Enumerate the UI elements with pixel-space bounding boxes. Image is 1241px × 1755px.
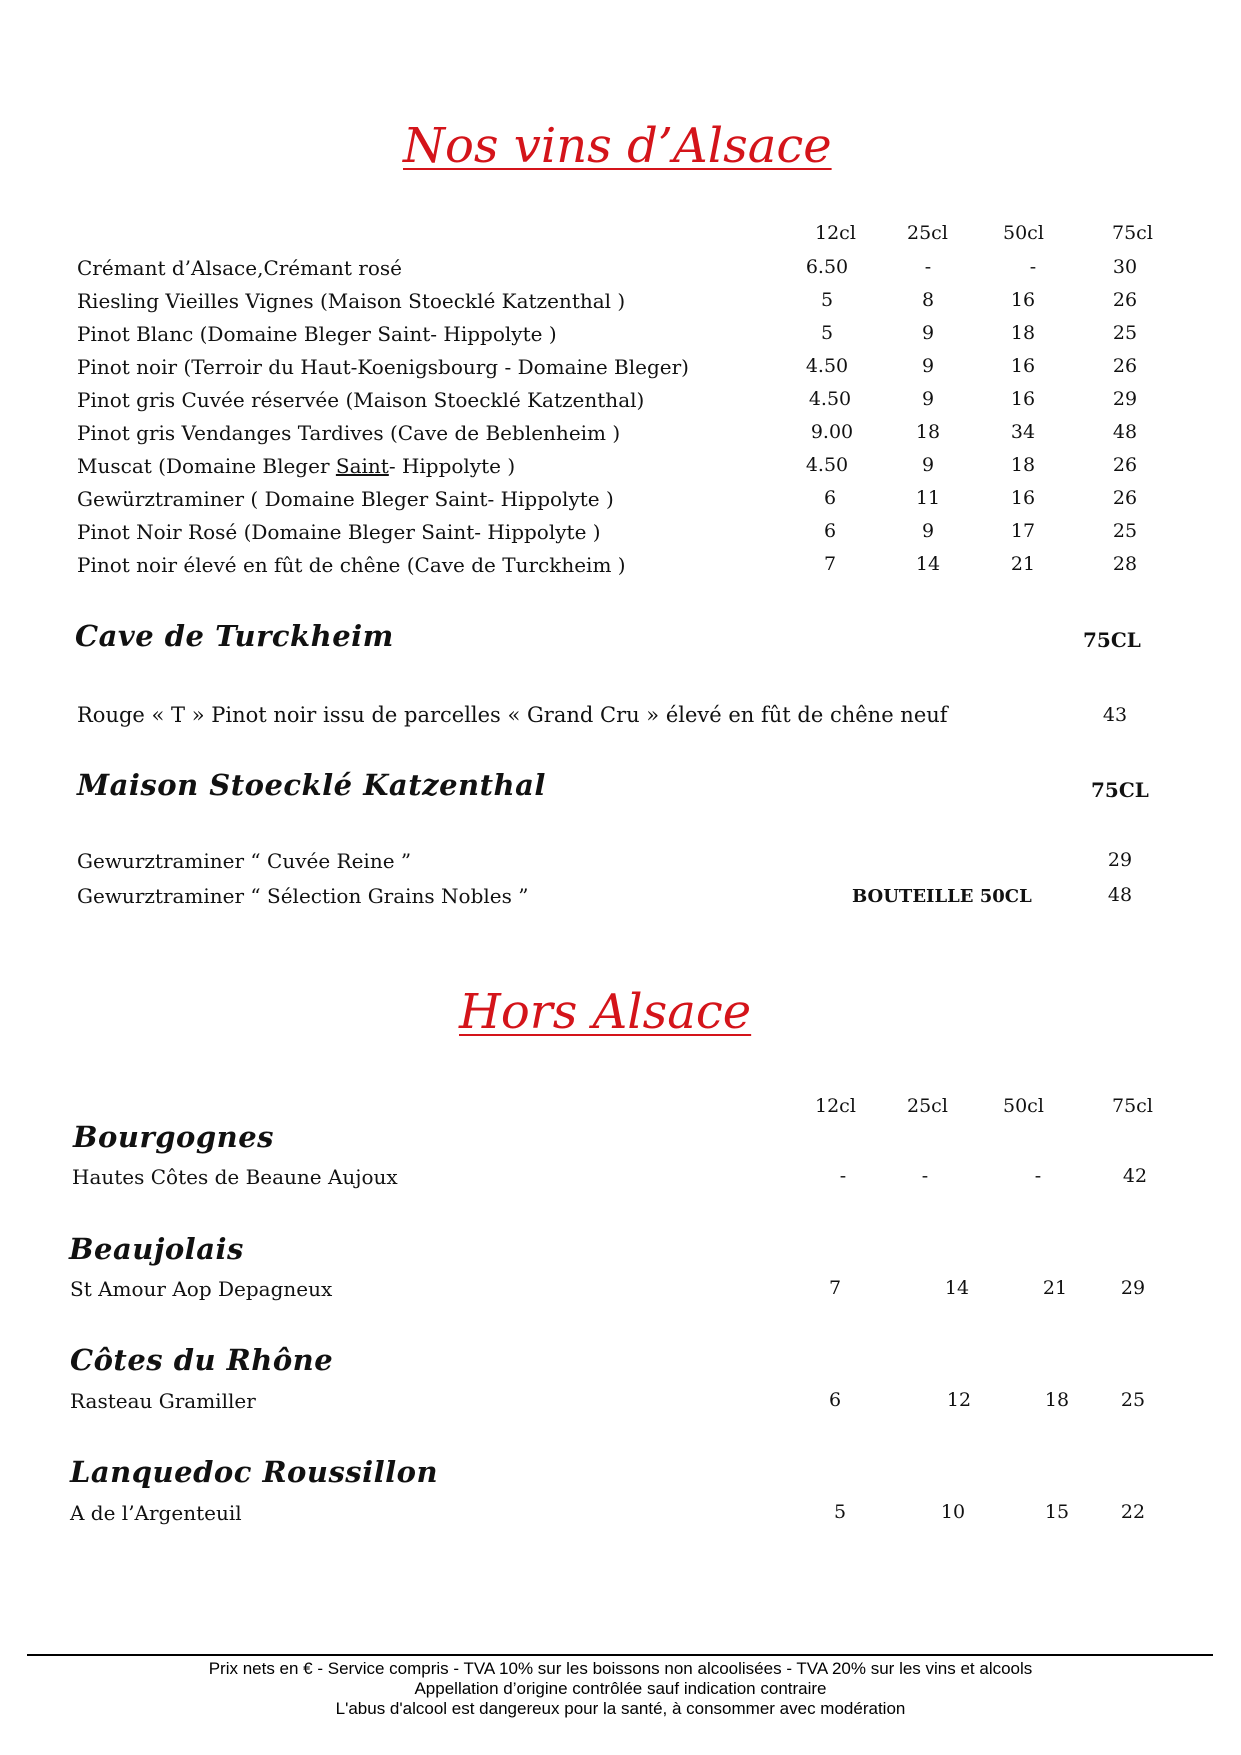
price-25cl: 10: [940, 1501, 966, 1523]
footer-line-warning: L'abus d'alcool est dangereux pour la santé, à consommer avec modération: [335, 1699, 906, 1718]
price-50cl: 48: [1107, 884, 1133, 906]
price-50cl: 21: [1010, 553, 1036, 575]
price-75cl: 30: [1112, 256, 1138, 278]
price-25cl: 9: [921, 355, 935, 377]
price-12cl: 5: [833, 1501, 847, 1523]
price-50cl: 16: [1010, 289, 1036, 311]
price-25cl: -: [921, 1165, 929, 1187]
price-50cl: 16: [1010, 487, 1036, 509]
region-title: Côtes du Rhône: [70, 1343, 334, 1377]
price-12cl: 5: [820, 289, 834, 311]
bottle-note: BOUTEILLE 50CL: [852, 886, 1032, 907]
col-header-25cl: 25cl: [907, 1095, 948, 1117]
price-75cl: 29: [1112, 388, 1138, 410]
price-50cl: -: [1034, 1165, 1042, 1187]
region-title: Beaujolais: [69, 1232, 244, 1266]
price-25cl: 9: [921, 454, 935, 476]
price-75cl: 22: [1120, 1501, 1146, 1523]
price-75cl: 29: [1107, 849, 1133, 871]
price-50cl: 17: [1010, 520, 1036, 542]
price-12cl: 6.50: [805, 256, 849, 278]
price-75cl: 26: [1112, 454, 1138, 476]
price-12cl: 4.50: [805, 355, 849, 377]
price-75cl: 25: [1112, 520, 1138, 542]
price-50cl: 21: [1042, 1277, 1068, 1299]
price-75cl: 42: [1122, 1165, 1148, 1187]
wine-name: Rouge « T » Pinot noir issu de parcelles « Grand Cru » élevé en fût de chêne neuf: [77, 703, 948, 727]
section-title-hors-alsace: Hors Alsace: [459, 984, 752, 1040]
price-50cl: 18: [1010, 322, 1036, 344]
price-50cl: 18: [1010, 454, 1036, 476]
wine-name: Crémant d’Alsace,Crémant rosé: [77, 256, 403, 280]
price-50cl: -: [1029, 256, 1037, 278]
price-75cl: 43: [1102, 704, 1128, 726]
price-25cl: 11: [915, 487, 941, 509]
price-25cl: 14: [915, 553, 941, 575]
col-header-25cl: 25cl: [907, 222, 948, 244]
price-75cl: 26: [1112, 487, 1138, 509]
wine-name: Gewurztraminer “ Cuvée Reine ”: [77, 849, 412, 873]
col-header-50cl: 50cl: [1003, 1095, 1044, 1117]
wine-name: Pinot noir élevé en fût de chêne (Cave de Turckheim ): [77, 553, 626, 577]
price-12cl: 5: [820, 322, 834, 344]
wine-name: A de l’Argenteuil: [70, 1501, 242, 1525]
wine-name: Pinot gris Vendanges Tardives (Cave de Beblenheim ): [77, 421, 621, 445]
price-12cl: 9.00: [810, 421, 854, 443]
footer-divider: [27, 1654, 1213, 1656]
price-12cl: 6: [828, 1389, 842, 1411]
col-header-12cl: 12cl: [815, 222, 856, 244]
price-50cl: 16: [1010, 388, 1036, 410]
price-75cl: 25: [1120, 1389, 1146, 1411]
col-header-50cl: 50cl: [1003, 222, 1044, 244]
wine-name: Pinot gris Cuvée réservée (Maison Stoecklé Katzenthal): [77, 388, 645, 412]
section-title-turckheim: Cave de Turckheim: [75, 619, 394, 653]
price-12cl: 7: [823, 553, 837, 575]
price-25cl: 18: [915, 421, 941, 443]
price-75cl: 25: [1112, 322, 1138, 344]
price-75cl: 29: [1120, 1277, 1146, 1299]
price-12cl: 7: [828, 1277, 842, 1299]
price-25cl: -: [924, 256, 932, 278]
price-50cl: 15: [1044, 1501, 1070, 1523]
col-header-75cl: 75cl: [1112, 222, 1153, 244]
price-75cl: 28: [1112, 553, 1138, 575]
wine-name: Gewürztraminer ( Domaine Bleger Saint- Hippolyte ): [77, 487, 614, 511]
price-12cl: 6: [823, 487, 837, 509]
price-50cl: 34: [1010, 421, 1036, 443]
section-title-stoeckle: Maison Stoecklé Katzenthal: [77, 768, 546, 802]
wine-name: Pinot Noir Rosé (Domaine Bleger Saint- Hippolyte ): [77, 520, 601, 544]
price-12cl: 6: [823, 520, 837, 542]
price-12cl: 4.50: [805, 454, 849, 476]
bottle-size-label: 75CL: [1083, 628, 1141, 652]
price-75cl: 26: [1112, 289, 1138, 311]
wine-name: St Amour Aop Depagneux: [70, 1277, 333, 1301]
price-25cl: 9: [921, 388, 935, 410]
wine-name: Rasteau Gramiller: [70, 1389, 256, 1413]
page-title: Nos vins d’Alsace: [403, 118, 832, 174]
col-header-12cl: 12cl: [815, 1095, 856, 1117]
underlined-word: Saint: [335, 454, 389, 478]
price-75cl: 48: [1112, 421, 1138, 443]
region-title: Lanquedoc Roussillon: [70, 1455, 439, 1489]
price-50cl: 18: [1044, 1389, 1070, 1411]
wine-name: Pinot noir (Terroir du Haut-Koenigsbourg - Domaine Bleger): [77, 355, 689, 379]
price-25cl: 8: [921, 289, 935, 311]
price-12cl: 4.50: [808, 388, 852, 410]
price-75cl: 26: [1112, 355, 1138, 377]
footer-line-prices: Prix nets en € - Service compris - TVA 10% sur les boissons non alcoolisées - TVA 20% sur les vins et alcools: [208, 1659, 1033, 1678]
footer-line-appellation: Appellation d’origine contrôlée sauf indication contraire: [414, 1679, 827, 1698]
col-header-75cl: 75cl: [1112, 1095, 1153, 1117]
price-25cl: 14: [944, 1277, 970, 1299]
price-50cl: 16: [1010, 355, 1036, 377]
wine-name: Muscat (Domaine Bleger Saint- Hippolyte ): [77, 454, 516, 478]
bottle-size-label: 75CL: [1091, 778, 1149, 802]
wine-name: Riesling Vieilles Vignes (Maison Stoecklé Katzenthal ): [77, 289, 626, 313]
price-25cl: 9: [921, 322, 935, 344]
price-12cl: -: [839, 1165, 847, 1187]
region-title: Bourgognes: [73, 1120, 274, 1154]
wine-name: Gewurztraminer “ Sélection Grains Nobles ”: [77, 884, 529, 908]
wine-name: Pinot Blanc (Domaine Bleger Saint- Hippolyte ): [77, 322, 557, 346]
price-25cl: 9: [921, 520, 935, 542]
price-25cl: 12: [946, 1389, 972, 1411]
wine-name: Hautes Côtes de Beaune Aujoux: [72, 1165, 398, 1189]
